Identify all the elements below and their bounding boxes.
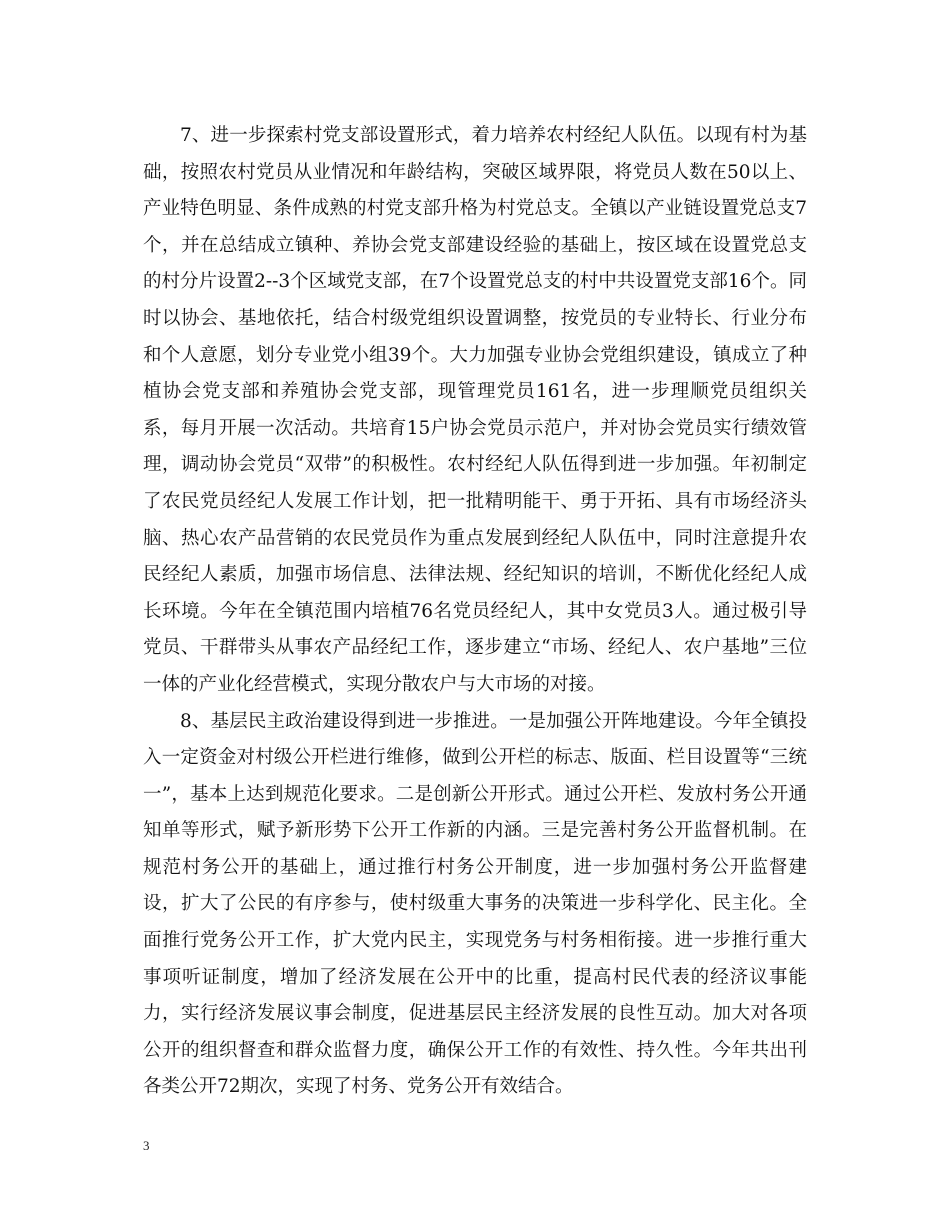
paragraph-7: 7、进一步探索村党支部设置形式，着力培养农村经纪人队伍。以现有村为基础，按照农村党员从业情况和年龄结构，突破区域界限，将党员人数在50以上、产业特色明显、条件成熟的村党支部升格为村党总支。全镇以产业链设置党总支7个，并在总结成立镇种、养协会党支部建设经验的基础上，按区域在设置党总支的村分片设置2--3个区域党支部，在7个设置党总支的村中共设置党支部16个。同时以协会、基地依托，结合村级党组织设置调整，按党员的专业特长、行业分布和个人意愿，划分专业党小组39个。大力加强专业协会党组织建设，镇成立了种植协会党支部和养殖协会党支部，现管理党员161名，进一步理顺党员组织关系，每月开展一次活动。共培育15户协会党员示范户，并对协会党员实行绩效管理，调动协会党员“双带”的积极性。农村经纪人队伍得到进一步加强。年初制定了农民党员经纪人发展工作计划，把一批精明能干、勇于开拓、具有市场经济头脑、热心农产品营销的农民党员作为重点发展到经纪人队伍中，同时注意提升农民经纪人素质，加强市场信息、法律法规、经纪知识的培训，不断优化经纪人成长环境。今年在全镇范围内培植76名党员经纪人，其中女党员3人。通过极引导党员、干群带头从事农产品经纪工作，逐步建立“市场、经纪人、农户基地”三位一体的产业化经营模式，实现分散农户与大市场的对接。 [143, 125, 807, 695]
paragraph-8: 8、基层民主政治建设得到进一步推进。一是加强公开阵地建设。今年全镇投入一定资金对村级公开栏进行维修，做到公开栏的标志、版面、栏目设置等“三统一”，基本上达到规范化要求。二是创新公开形式。通过公开栏、发放村务公开通知单等形式，赋予新形势下公开工作新的内涵。三是完善村务公开监督机制。在规范村务公开的基础上，通过推行村务公开制度，进一步加强村务公开监督建设，扩大了公民的有序参与，使村级重大事务的决策进一步科学化、民主化。全面推行党务公开工作，扩大党内民主，实现党务与村务相衔接。进一步推行重大事项听证制度，增加了经济发展在公开中的比重，提高村民代表的经济议事能力，实行经济发展议事会制度，促进基层民主经济发展的良性互动。加大对各项公开的组织督查和群众监督力度，确保公开工作的有效性、持久性。今年共出刊各类公开72期次，实现了村务、党务公开有效结合。 [143, 710, 807, 1098]
document-body [143, 118, 807, 1106]
page-number: 3 [143, 1138, 150, 1153]
